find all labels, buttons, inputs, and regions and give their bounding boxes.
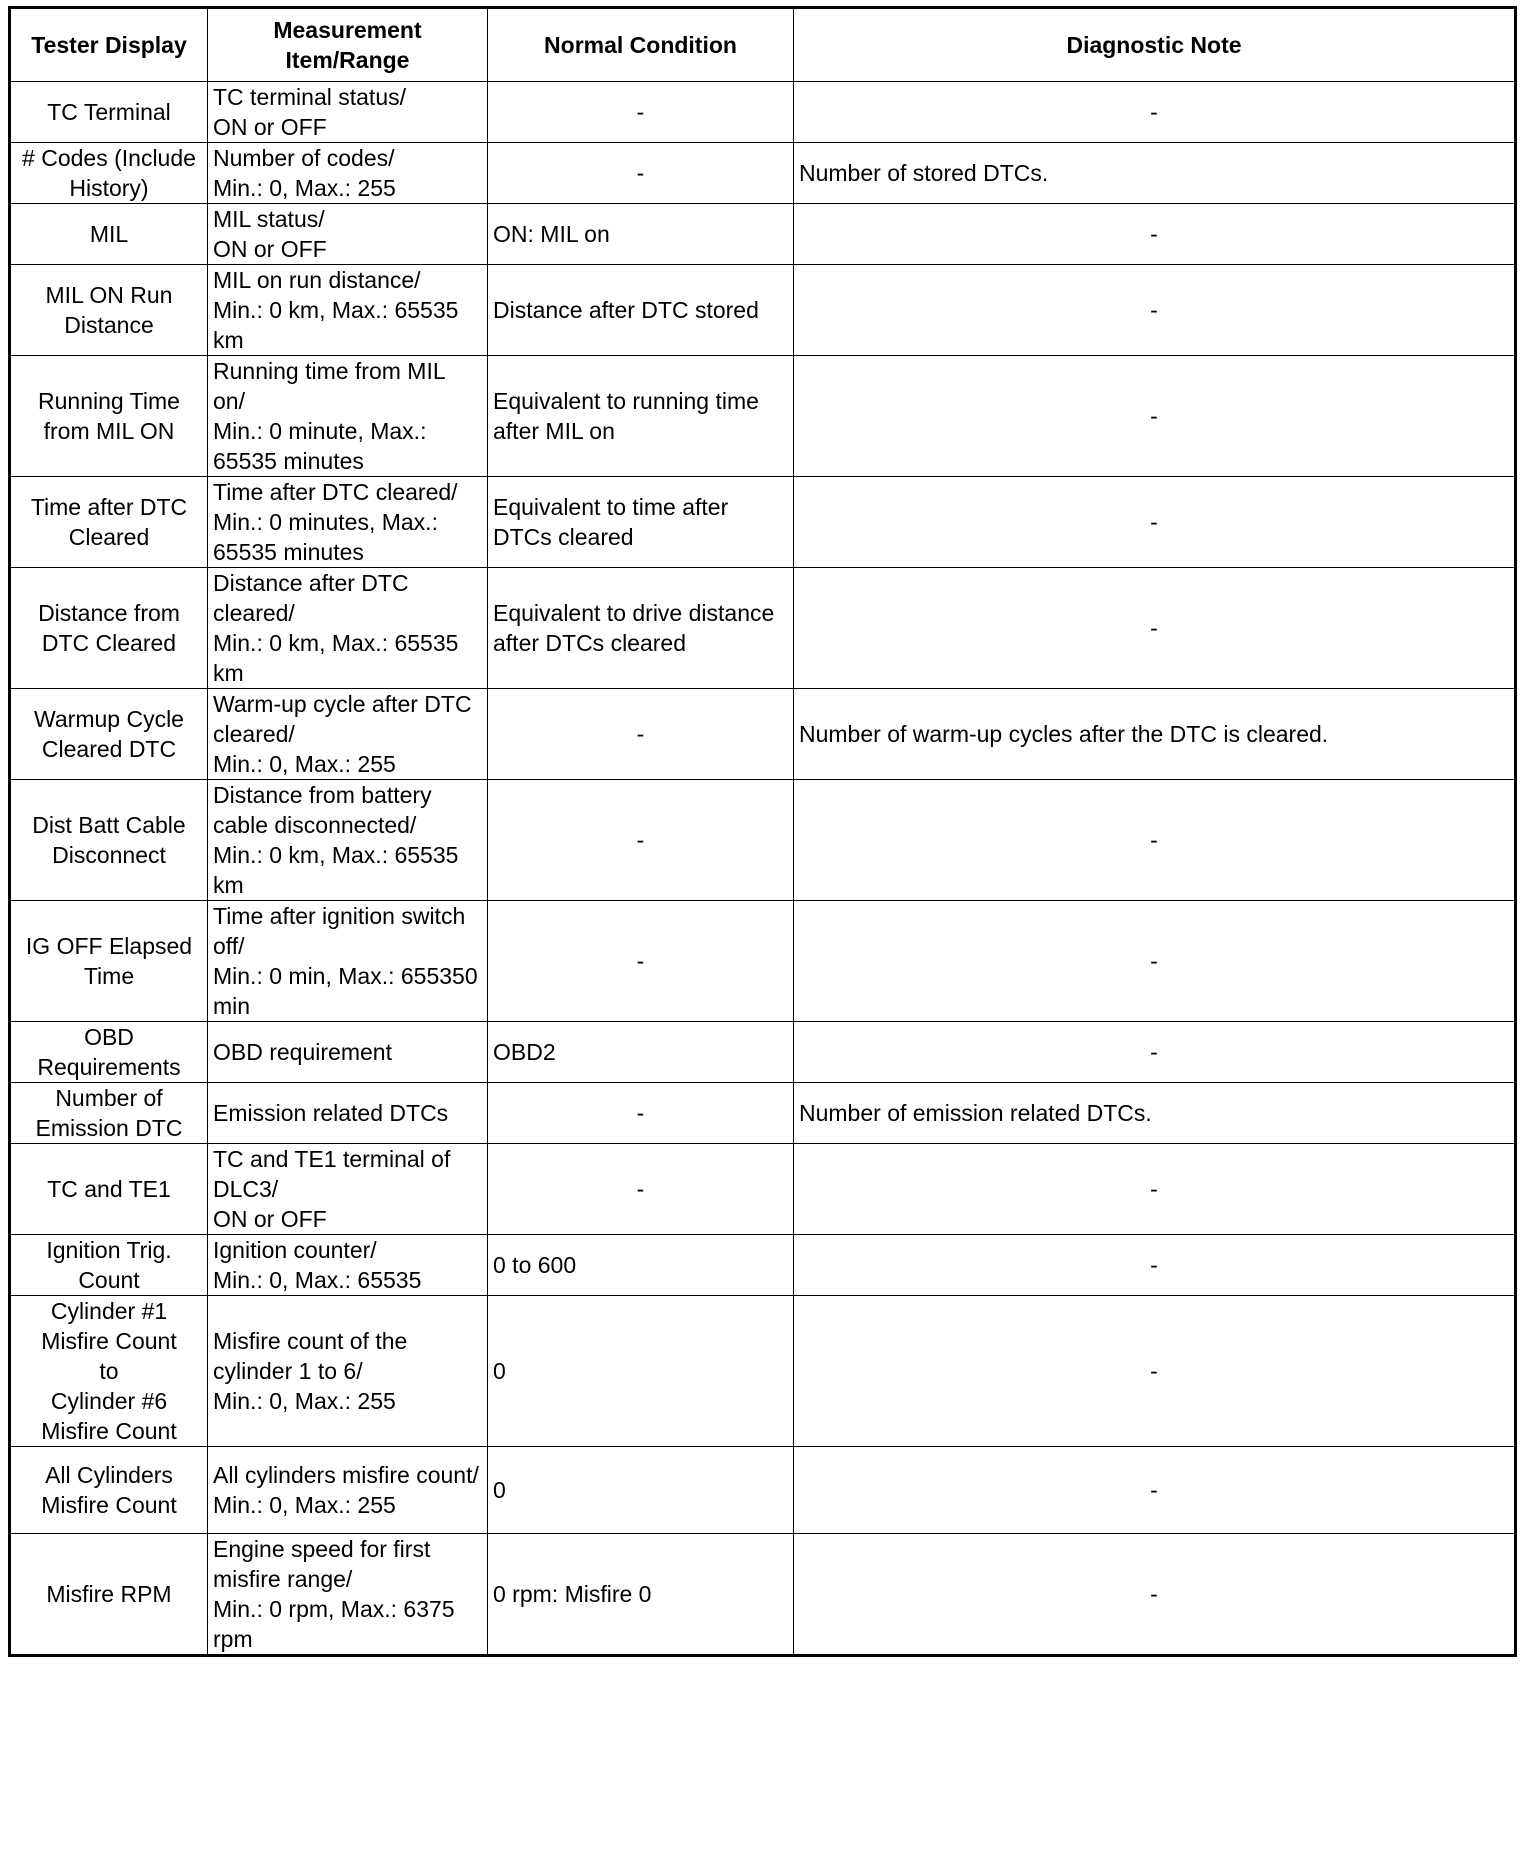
- cell-normal-condition: Equivalent to time after DTCs cleared: [488, 477, 794, 568]
- table-row: [10, 143, 1516, 204]
- cell-normal-condition: -: [488, 901, 794, 1022]
- cell-diagnostic-note: Number of warm-up cycles after the DTC is cleared.: [794, 689, 1516, 780]
- cell-measurement-item: TC terminal status/ ON or OFF: [208, 82, 488, 143]
- cell-measurement-item: Emission related DTCs: [208, 1083, 488, 1144]
- cell-normal-condition: Equivalent to running time after MIL on: [488, 356, 794, 477]
- cell-diagnostic-note: -: [794, 1534, 1516, 1656]
- cell-tester-display: MIL: [10, 204, 208, 265]
- cell-diagnostic-note: Number of emission related DTCs.: [794, 1083, 1516, 1144]
- cell-measurement-item: Distance from battery cable disconnected/ Min.: 0 km, Max.: 65535 km: [208, 780, 488, 901]
- table-row: [10, 1144, 1516, 1235]
- cell-normal-condition: 0 to 600: [488, 1235, 794, 1296]
- cell-normal-condition: Equivalent to drive distance after DTCs cleared: [488, 568, 794, 689]
- cell-normal-condition: -: [488, 1083, 794, 1144]
- cell-measurement-item: Time after DTC cleared/ Min.: 0 minutes, Max.: 65535 minutes: [208, 477, 488, 568]
- table-row: [10, 568, 1516, 689]
- cell-tester-display: Cylinder #1 Misfire Count to Cylinder #6 Misfire Count: [10, 1296, 208, 1447]
- cell-measurement-item: All cylinders misfire count/ Min.: 0, Max.: 255: [208, 1447, 488, 1534]
- header-diagnostic-note: Diagnostic Note: [794, 8, 1516, 82]
- cell-tester-display: Time after DTC Cleared: [10, 477, 208, 568]
- cell-measurement-item: MIL on run distance/ Min.: 0 km, Max.: 65535 km: [208, 265, 488, 356]
- cell-tester-display: MIL ON Run Distance: [10, 265, 208, 356]
- table-row: [10, 689, 1516, 780]
- cell-diagnostic-note: -: [794, 1447, 1516, 1534]
- cell-measurement-item: Engine speed for first misfire range/ Min.: 0 rpm, Max.: 6375 rpm: [208, 1534, 488, 1656]
- cell-diagnostic-note: -: [794, 1296, 1516, 1447]
- table-body: [10, 82, 1516, 1656]
- table-row: [10, 901, 1516, 1022]
- cell-diagnostic-note: -: [794, 568, 1516, 689]
- cell-normal-condition: ON: MIL on: [488, 204, 794, 265]
- table-row: [10, 265, 1516, 356]
- cell-measurement-item: Running time from MIL on/ Min.: 0 minute, Max.: 65535 minutes: [208, 356, 488, 477]
- cell-diagnostic-note: Number of stored DTCs.: [794, 143, 1516, 204]
- table-row: [10, 82, 1516, 143]
- cell-tester-display: TC Terminal: [10, 82, 208, 143]
- cell-normal-condition: -: [488, 1144, 794, 1235]
- table-row: [10, 1534, 1516, 1656]
- header-tester-display: Tester Display: [10, 8, 208, 82]
- cell-diagnostic-note: -: [794, 1144, 1516, 1235]
- cell-tester-display: Ignition Trig. Count: [10, 1235, 208, 1296]
- table-row: [10, 204, 1516, 265]
- cell-tester-display: # Codes (Include History): [10, 143, 208, 204]
- cell-diagnostic-note: -: [794, 204, 1516, 265]
- cell-diagnostic-note: -: [794, 82, 1516, 143]
- cell-normal-condition: 0 rpm: Misfire 0: [488, 1534, 794, 1656]
- cell-measurement-item: Ignition counter/ Min.: 0, Max.: 65535: [208, 1235, 488, 1296]
- cell-normal-condition: -: [488, 82, 794, 143]
- cell-tester-display: Dist Batt Cable Disconnect: [10, 780, 208, 901]
- cell-measurement-item: Number of codes/ Min.: 0, Max.: 255: [208, 143, 488, 204]
- table-header-row: [10, 8, 1516, 82]
- cell-tester-display: Number of Emission DTC: [10, 1083, 208, 1144]
- cell-tester-display: IG OFF Elapsed Time: [10, 901, 208, 1022]
- cell-diagnostic-note: -: [794, 1235, 1516, 1296]
- table-row: [10, 1022, 1516, 1083]
- table-row: [10, 1296, 1516, 1447]
- cell-tester-display: TC and TE1: [10, 1144, 208, 1235]
- cell-normal-condition: Distance after DTC stored: [488, 265, 794, 356]
- cell-measurement-item: MIL status/ ON or OFF: [208, 204, 488, 265]
- table-row: [10, 1447, 1516, 1534]
- data-list-table-container: [8, 6, 1514, 1657]
- cell-normal-condition: OBD2: [488, 1022, 794, 1083]
- table-row: [10, 356, 1516, 477]
- cell-normal-condition: -: [488, 780, 794, 901]
- cell-normal-condition: -: [488, 689, 794, 780]
- table-row: [10, 1083, 1516, 1144]
- cell-tester-display: Misfire RPM: [10, 1534, 208, 1656]
- cell-diagnostic-note: -: [794, 901, 1516, 1022]
- cell-measurement-item: Time after ignition switch off/ Min.: 0 min, Max.: 655350 min: [208, 901, 488, 1022]
- header-measurement-item: Measurement Item/Range: [208, 8, 488, 82]
- data-list-table: [8, 6, 1517, 1657]
- cell-measurement-item: Distance after DTC cleared/ Min.: 0 km, Max.: 65535 km: [208, 568, 488, 689]
- table-row: [10, 477, 1516, 568]
- cell-measurement-item: Misfire count of the cylinder 1 to 6/ Min.: 0, Max.: 255: [208, 1296, 488, 1447]
- table-row: [10, 1235, 1516, 1296]
- cell-tester-display: Warmup Cycle Cleared DTC: [10, 689, 208, 780]
- cell-normal-condition: 0: [488, 1296, 794, 1447]
- cell-normal-condition: 0: [488, 1447, 794, 1534]
- cell-diagnostic-note: -: [794, 265, 1516, 356]
- header-normal-condition: Normal Condition: [488, 8, 794, 82]
- cell-tester-display: Distance from DTC Cleared: [10, 568, 208, 689]
- table-row: [10, 780, 1516, 901]
- cell-measurement-item: Warm-up cycle after DTC cleared/ Min.: 0, Max.: 255: [208, 689, 488, 780]
- cell-diagnostic-note: -: [794, 477, 1516, 568]
- cell-tester-display: Running Time from MIL ON: [10, 356, 208, 477]
- cell-normal-condition: -: [488, 143, 794, 204]
- cell-tester-display: All Cylinders Misfire Count: [10, 1447, 208, 1534]
- cell-diagnostic-note: -: [794, 1022, 1516, 1083]
- cell-measurement-item: TC and TE1 terminal of DLC3/ ON or OFF: [208, 1144, 488, 1235]
- cell-tester-display: OBD Requirements: [10, 1022, 208, 1083]
- cell-diagnostic-note: -: [794, 356, 1516, 477]
- cell-measurement-item: OBD requirement: [208, 1022, 488, 1083]
- cell-diagnostic-note: -: [794, 780, 1516, 901]
